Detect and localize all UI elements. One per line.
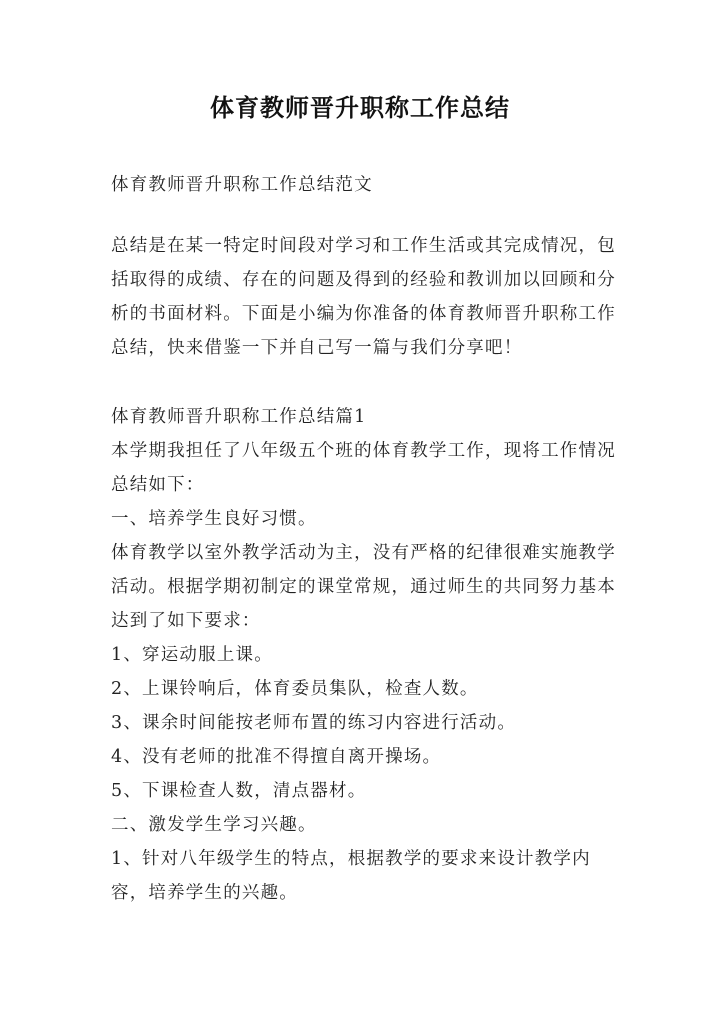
body-paragraph: 2、上课铃响后，体育委员集队，检查人数。 (111, 679, 479, 699)
body-paragraph: 体育教学以室外教学活动为主，没有严格的纪律很难实施教学活动。根据学期初制定的课堂常规，通过师生的共同努力基本达到了如下要求： (111, 543, 616, 631)
body-paragraph: 一、培养学生良好习惯。 (111, 509, 317, 529)
body-paragraph: 4、没有老师的批准不得擅自离开操场。 (111, 747, 442, 767)
body-paragraph: 二、激发学生学习兴趣。 (111, 815, 317, 835)
body-paragraph: 本学期我担任了八年级五个班的体育教学工作，现将工作情况总结如下： (111, 441, 616, 495)
section-heading: 体育教师晋升职称工作总结篇1 (111, 407, 367, 427)
body-paragraph: 3、课余时间能按老师布置的练习内容进行活动。 (111, 713, 517, 733)
section-block (111, 400, 621, 910)
document-subtitle: 体育教师晋升职称工作总结范文 (111, 175, 373, 195)
document-title: 体育教师晋升职称工作总结 (210, 94, 510, 122)
body-paragraph: 1、针对八年级学生的特点，根据教学的要求来设计教学内容，培养学生的兴趣。 (111, 849, 591, 903)
subtitle-block (111, 168, 621, 202)
body-paragraph: 5、下课检查人数，清点器材。 (111, 781, 367, 801)
intro-block (111, 229, 621, 365)
body-paragraph: 1、穿运动服上课。 (111, 645, 273, 665)
intro-paragraph: 总结是在某一特定时间段对学习和工作生活或其完成情况，包括取得的成绩、存在的问题及得到的经验和教训加以回顾和分析的书面材料。下面是小编为你准备的体育教师晋升职称工作总结，快来借鉴一下并自己写一篇与我们分享吧！ (111, 236, 616, 358)
